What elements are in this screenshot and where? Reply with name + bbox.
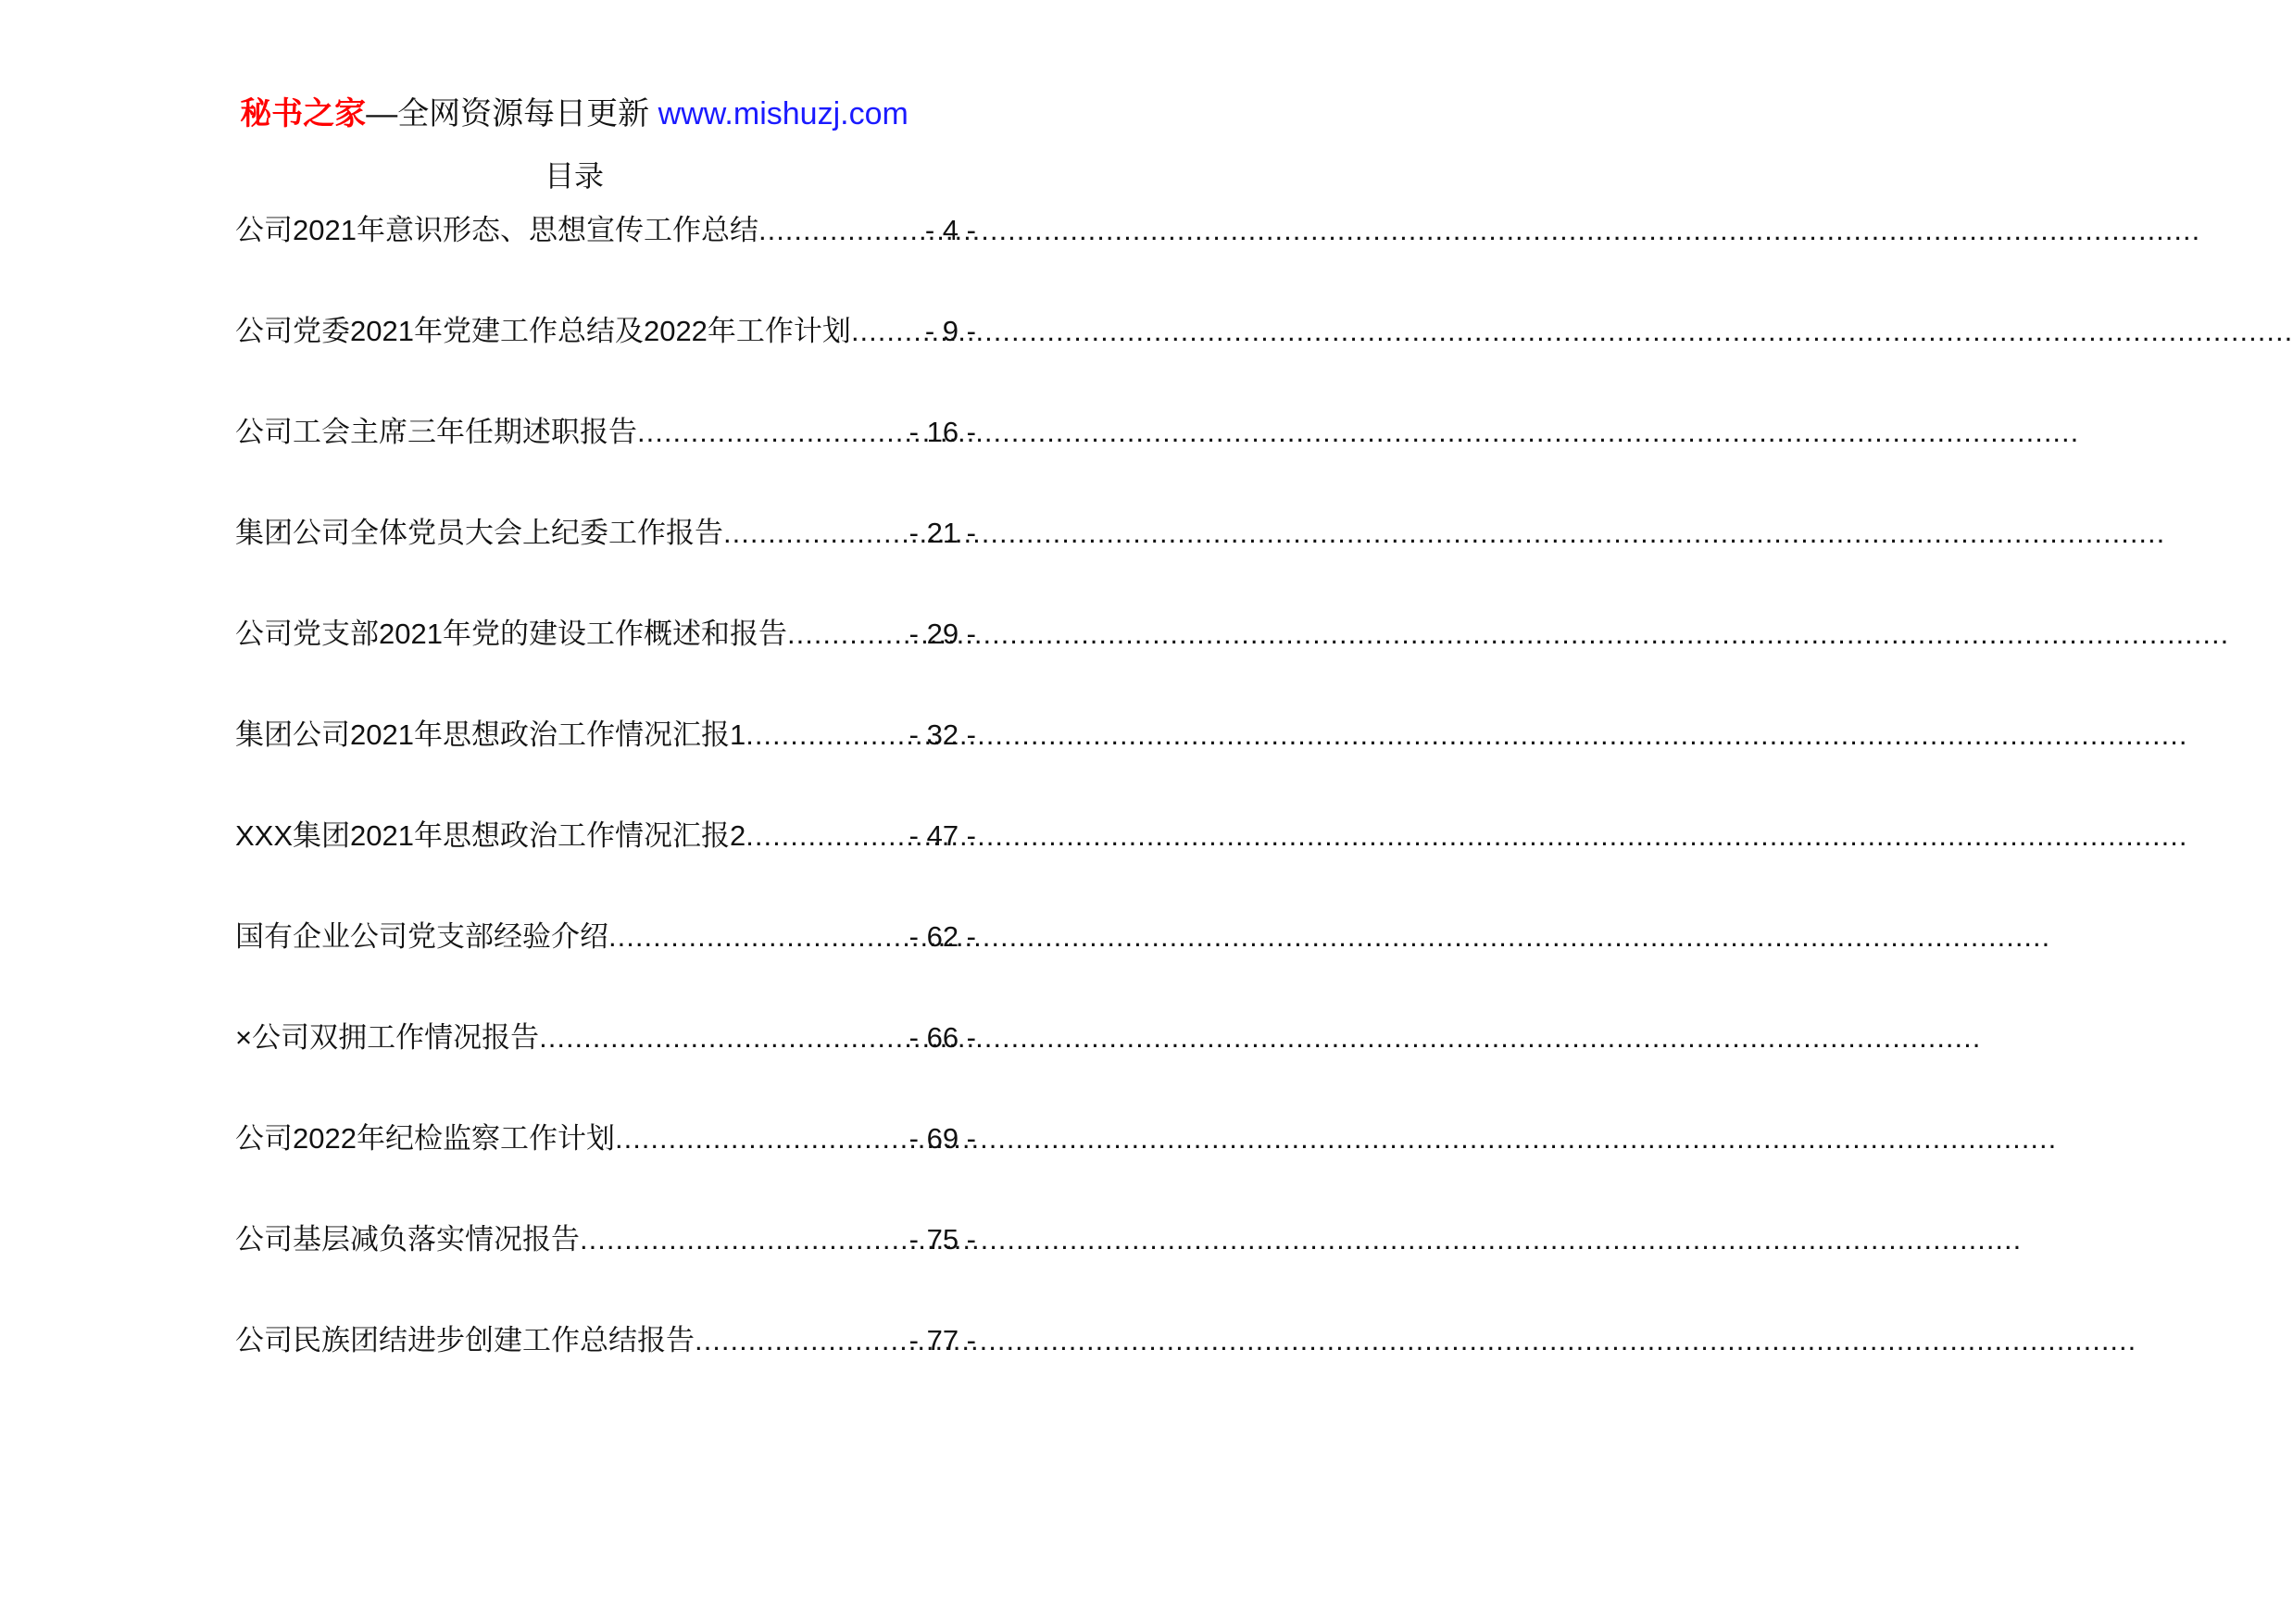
toc-entry-title: 公司民族团结进步创建工作总结报告 [235,1324,695,1356]
toc-entry[interactable] [235,1218,976,1319]
toc-leader-dots [758,209,925,252]
toc-leader-dots [723,512,909,555]
toc-entry[interactable] [235,1319,976,1420]
brand-name: 秘书之家 [240,96,367,131]
toc-entry-title: 公司党委2021年党建工作总结及2022年工作计划 [235,315,851,347]
toc-entry-title: 公司2021年意识形态、思想宣传工作总结 [235,214,758,246]
toc-leader-dots [608,916,909,958]
toc-entry[interactable] [235,411,976,512]
toc-entry-title: 集团公司2021年思想政治工作情况汇报1 [235,718,746,751]
toc-entry[interactable] [235,1118,976,1218]
toc-entry-title: 公司基层减负落实情况报告 [235,1223,580,1255]
header-tagline: —全网资源每日更新 [366,96,658,131]
toc-entry-title: XXX集团2021年思想政治工作情况汇报2 [235,819,746,852]
toc-entry-title: 公司2022年纪检监察工作计划 [235,1122,615,1155]
page-header [0,91,1148,137]
toc-entry-title: 公司工会主席三年任期述职报告 [235,416,637,448]
toc-leader-dots [615,1118,909,1160]
toc-leader-dots [539,1017,909,1059]
toc-leader-dots [787,613,909,656]
toc-entry-title: 国有企业公司党支部经验介绍 [235,920,608,953]
toc-entry[interactable] [235,916,976,1017]
toc-page-number: - 69 - [908,1122,976,1155]
toc-page-number: - 66 - [908,1021,976,1054]
toc-leader-dots [746,714,908,756]
toc-page-number: - 4 - [924,214,976,246]
toc-page-number: - 16 - [908,416,976,448]
website-link[interactable]: www.mishuzj.com [658,96,908,131]
toc-page-number: - 29 - [908,618,976,650]
toc-leader-dots [637,411,909,454]
toc-entry[interactable] [235,815,976,916]
toc-leader-dots [580,1218,909,1261]
table-of-contents [235,209,976,1420]
toc-entry-title: 集团公司全体党员大会上纪委工作报告 [235,517,723,549]
toc-page-number: - 77 - [908,1324,976,1356]
toc-leader-dots [851,310,925,353]
toc-page-number: - 9 - [924,315,976,347]
toc-title: 目录 [544,158,604,194]
toc-entry[interactable] [235,714,976,815]
toc-entry[interactable] [235,1017,976,1118]
toc-page-number: - 21 - [908,517,976,549]
toc-entry-title: ×公司双拥工作情况报告 [235,1021,540,1054]
toc-entry[interactable] [235,310,976,411]
toc-page-number: - 75 - [908,1223,976,1255]
toc-entry-title: 公司党支部2021年党的建设工作概述和报告 [235,618,787,650]
toc-entry[interactable] [235,613,976,714]
toc-entry[interactable] [235,512,976,613]
toc-page-number: - 32 - [908,718,976,751]
toc-page-number: - 62 - [908,920,976,953]
toc-leader-dots [746,815,908,857]
toc-entry[interactable] [235,209,976,310]
toc-leader-dots [695,1319,909,1362]
toc-page-number: - 47 - [908,819,976,852]
